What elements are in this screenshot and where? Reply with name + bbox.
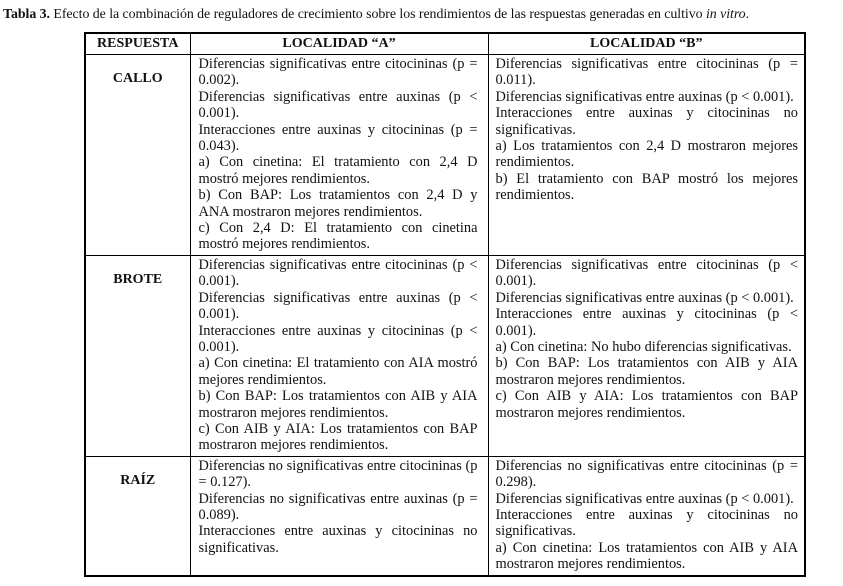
col-header-localidad-a: LOCALIDAD “A” — [190, 33, 488, 55]
cell-raiz-localidad-b — [488, 456, 805, 575]
result-paragraph: a) Con cinetina: No hubo diferencias significativas. — [495, 338, 792, 355]
col-header-respuesta: RESPUESTA — [85, 33, 190, 55]
result-paragraph: Interacciones entre auxinas y citocininas no significativas. — [495, 105, 798, 138]
result-paragraph: Diferencias no significativas entre citocininas (p = 0.127). — [198, 457, 478, 491]
col-header-localidad-b: LOCALIDAD “B” — [488, 33, 805, 55]
cell-callo-localidad-b — [488, 55, 805, 256]
result-paragraph: Interacciones entre auxinas y citocininas no significativas. — [198, 523, 478, 556]
result-paragraph: Diferencias significativas entre citocininas (p = 0.002). — [198, 56, 478, 89]
result-paragraph: b) Con BAP: Los tratamientos con AIB y AIA mostraron mejores rendimientos. — [198, 388, 478, 421]
result-paragraph: Diferencias significativas entre auxinas (p < 0.001). — [198, 289, 478, 323]
result-paragraph: Diferencias significativas entre auxinas (p < 0.001). — [495, 289, 794, 306]
results-table — [84, 32, 806, 577]
result-paragraph: b) Con BAP: Los tratamientos con 2,4 D y ANA mostraron mejores rendimientos. — [198, 187, 478, 220]
result-paragraph: c) Con 2,4 D: El tratamiento con cinetina mostró mejores rendimientos. — [198, 220, 478, 253]
caption-period: . — [745, 7, 749, 22]
cell-brote-localidad-b — [488, 255, 805, 456]
result-paragraph: a) Con cinetina: El tratamiento con AIA mostró mejores rendimientos. — [198, 355, 478, 388]
cell-callo-localidad-a — [190, 55, 488, 256]
result-paragraph: a) Los tratamientos con 2,4 D mostraron mejores rendimientos. — [495, 138, 798, 171]
result-paragraph: Diferencias significativas entre auxinas (p < 0.001). — [495, 490, 794, 507]
result-paragraph: Diferencias significativas entre citocininas (p = 0.011). — [495, 56, 798, 89]
result-paragraph: a) Con cinetina: Los tratamientos con AIB y AIA mostraron mejores rendimientos. — [495, 539, 798, 573]
caption-number: Tabla 3. — [3, 7, 50, 22]
caption-text: Efecto de la combinación de reguladores de crecimiento sobre los rendimientos de las respuestas generadas en cultivo — [49, 7, 706, 22]
header-row — [85, 33, 805, 55]
row-label-callo: CALLO — [85, 55, 190, 256]
row-label-brote: BROTE — [85, 255, 190, 456]
result-paragraph: Interacciones entre auxinas y citocininas (p = 0.043). — [198, 121, 478, 155]
result-paragraph: Interacciones entre auxinas y citocininas no significativas. — [495, 506, 798, 540]
result-paragraph: c) Con AIB y AIA: Los tratamientos con BAP mostraron mejores rendimientos. — [198, 420, 478, 454]
table-row-brote — [85, 255, 805, 456]
result-paragraph: Diferencias no significativas entre auxinas (p = 0.089). — [198, 490, 478, 523]
result-paragraph: Interacciones entre auxinas y citocininas (p < 0.001). — [495, 306, 798, 339]
result-paragraph: b) El tratamiento con BAP mostró los mejores rendimientos. — [495, 170, 798, 204]
result-paragraph: Interacciones entre auxinas y citocininas (p < 0.001). — [198, 322, 478, 355]
result-paragraph: a) Con cinetina: El tratamiento con 2,4 D mostró mejores rendimientos. — [198, 154, 478, 187]
result-paragraph: Diferencias significativas entre auxinas (p < 0.001). — [198, 88, 478, 122]
result-paragraph: b) Con BAP: Los tratamientos con AIB y AIA mostraron mejores rendimientos. — [495, 355, 798, 388]
row-label-raiz: RAÍZ — [85, 456, 190, 575]
cell-raiz-localidad-a — [190, 456, 488, 575]
result-paragraph: Diferencias significativas entre citocininas (p < 0.001). — [495, 256, 798, 290]
result-paragraph: c) Con AIB y AIA: Los tratamientos con BAP mostraron mejores rendimientos. — [495, 388, 798, 421]
caption-italic-term: in vitro — [705, 7, 746, 22]
result-paragraph: Diferencias no significativas entre citocininas (p = 0.298). — [495, 457, 798, 491]
cell-brote-localidad-a — [190, 255, 488, 456]
result-paragraph: Diferencias significativas entre citocininas (p < 0.001). — [198, 256, 478, 290]
table-caption — [3, 6, 843, 23]
table-row-callo — [85, 55, 805, 256]
result-paragraph: Diferencias significativas entre auxinas (p < 0.001). — [495, 88, 794, 105]
table-row-raiz — [85, 456, 805, 575]
